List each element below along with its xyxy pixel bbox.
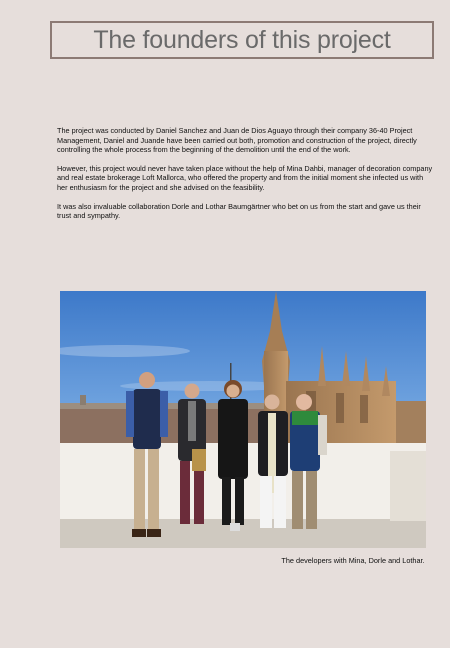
body-text [57,126,434,230]
paragraph-1: The project was conducted by Daniel Sanchez and Juan de Dios Aguayo through their company 36-40 Project Management, Daniel and Juande have been carried out both, promotion and construction of the project, directly controlling the whole process from the beginning of the demolition until the end of the work. [57,126,417,155]
page-title: The founders of this project [93,25,391,54]
paragraph-3: It was also invaluable collaboration Dorle and Lothar Baumgärtner who bet on us from the start and gave us their trust and sympathy. [57,201,421,221]
paragraph-2: However, this project would never have taken place without the help of Mina Dahbi, manager of decoration company and real estate brokerage Loft Mallorca, who offered the property and from the initial moment she infected us with her enthusiasm for the project and she advised on the feasibility. [57,163,433,192]
title-box [50,21,434,59]
photo-caption: The developers with Mina, Dorle and Lothar. [281,556,425,565]
founders-photo [60,291,426,548]
